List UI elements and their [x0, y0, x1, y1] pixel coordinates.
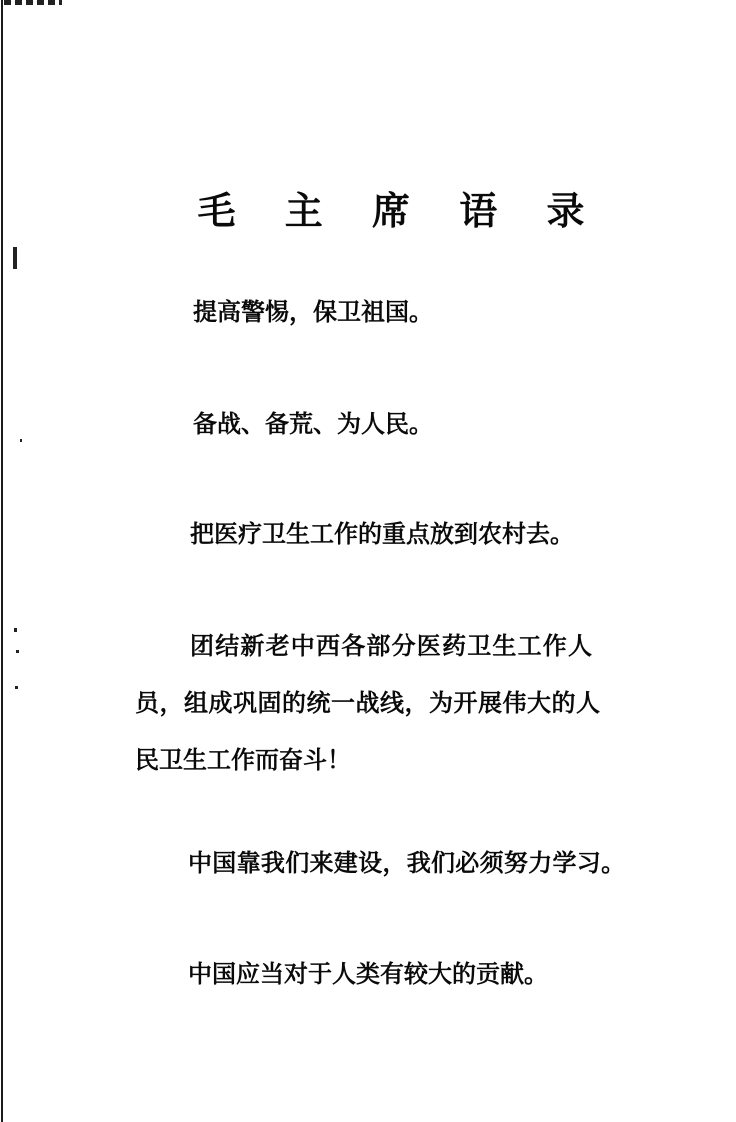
scan-speck [14, 628, 17, 632]
page-title: 毛 主 席 语 录 [197, 189, 603, 233]
quote-6: 中国应当对于人类有较大的贡献。 [188, 960, 548, 988]
quote-5: 中国靠我们来建设，我们必须努力学习。 [188, 849, 626, 877]
scan-speck [20, 439, 22, 442]
quote-4-line-1: 团结新老中西各部分医药卫生工作人 [190, 632, 594, 660]
quote-4-line-2: 员，组成巩固的统一战线，为开展伟大的人 [135, 689, 601, 717]
scan-speck [13, 247, 17, 269]
scan-speck [16, 650, 19, 653]
scan-corner-mark [4, 0, 62, 5]
scan-left-edge [1, 0, 3, 1122]
quote-3: 把医疗卫生工作的重点放到农村去。 [190, 520, 574, 548]
quote-4 [135, 634, 655, 805]
scan-speck [15, 686, 18, 689]
quote-4-line-3: 民卫生工作而奋斗！ [135, 746, 351, 774]
quote-2: 备战、备荒、为人民。 [193, 410, 433, 438]
quote-1: 提高警惕，保卫祖国。 [193, 298, 433, 326]
